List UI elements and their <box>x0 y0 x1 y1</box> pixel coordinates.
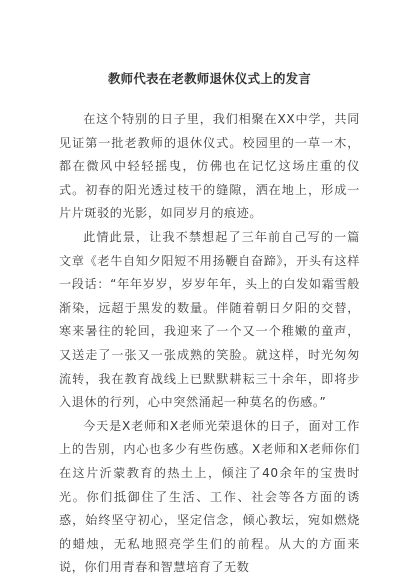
paragraph-1: 在这个特别的日子里，我们相聚在XX中学，共同见证第一批老教师的退休仪式。校园里的一草一木，都在微风中轻轻摇曳，仿佛也在记忆这场庄重的仪式。初春的阳光透过枝干的缝隙，洒在地上，形成一片片斑驳的光影，如同岁月的痕迹。 <box>59 112 360 221</box>
document-title: 教师代表在老教师退休仪式上的发言 <box>107 71 312 86</box>
paragraph-3: 今天是X老师和X老师光荣退休的日子，面对工作上的告别，内心也多少有些伤感。X老师和X老师你们在这片沂蒙教育的热土上，倾注了40余年的宝贵时光。你们抵御住了生活、工作、社会等各方面的诱惑，始终坚守初心，坚定信念，倾心教坛，宛如燃烧的蜡烛，无私地照亮学生们的前程。从大的方面来说，你们用青春和智慧培育了无数 <box>59 418 360 575</box>
paragraph-2: 此情此景，让我不禁想起了三年前自己写的一篇文章《老牛自知夕阳短不用扬鞭自奋蹄》，开头有这样一段话：“年年岁岁，岁岁年年，头上的白发如霜雪般渐染，远超于黑发的数量。伴随着朝日夕阳的交替，寒来暑往的轮回，我迎来了一个又一个稚嫩的童声，又送走了一张又一张成熟的笑脸。就这样，时光匆匆流转，我在教育战线上已默默耕耘三十余年，即将步入退休的行列，心中突然涌起一种莫名的伤感。” <box>59 229 360 410</box>
